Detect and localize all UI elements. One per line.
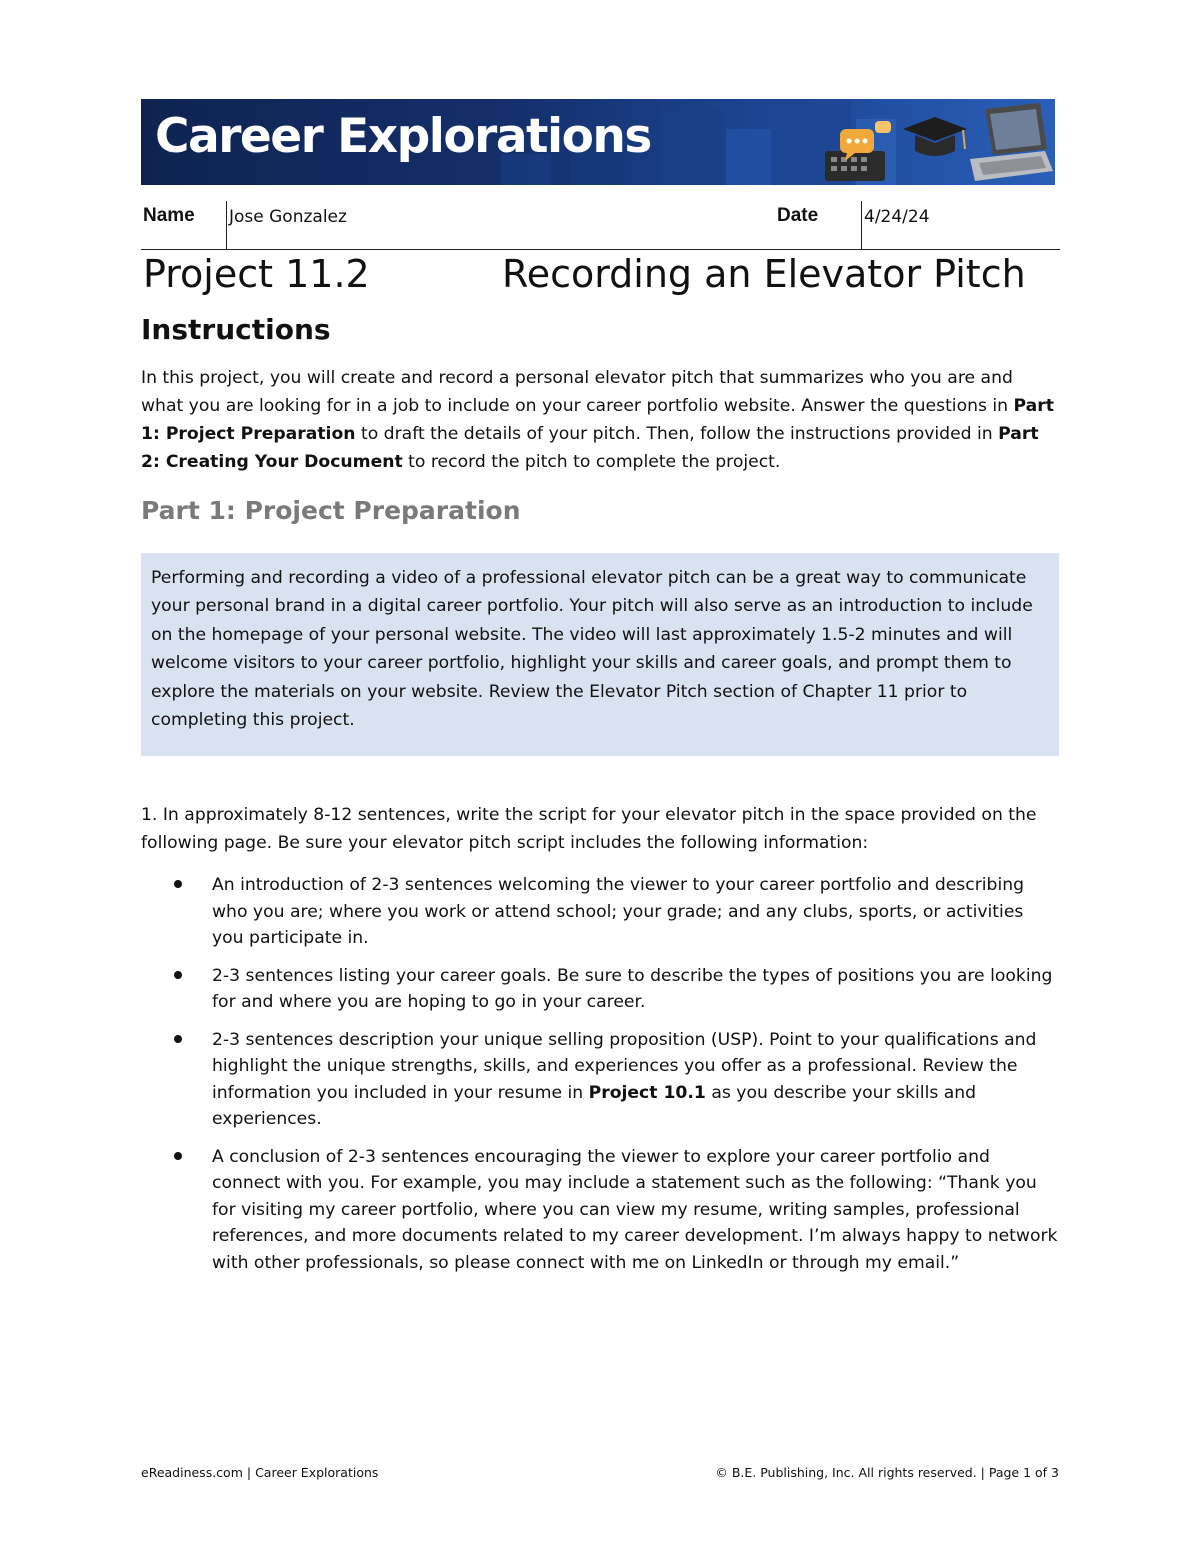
project-heading — [141, 252, 1060, 298]
list-item-text: 2-3 sentences listing your career goals. Be sure to describe the types of positions you are looking for and where you are hoping to go in your career. — [212, 965, 1053, 1012]
laptop-icon — [970, 103, 1053, 181]
footer-left — [141, 1465, 378, 1480]
banner-icons — [795, 99, 1055, 185]
project-title: Recording an Elevator Pitch — [502, 252, 1026, 296]
callout-box — [141, 553, 1059, 756]
name-label: Name — [143, 205, 195, 226]
banner-title: Career Explorations — [155, 109, 651, 164]
footer-site: eReadiness.com — [141, 1465, 243, 1480]
list-item — [170, 1027, 1060, 1133]
career-explorations-banner — [141, 99, 1055, 185]
list-item — [170, 963, 1060, 1016]
footer-book: Career Explorations — [255, 1465, 379, 1480]
date-field[interactable]: 4/24/24 — [864, 207, 930, 227]
bullet-icon — [174, 971, 182, 979]
project-number: Project 11.2 — [143, 252, 370, 296]
name-field[interactable]: Jose Gonzalez — [229, 207, 347, 227]
footer-copyright: © B.E. Publishing, Inc. All rights reserved. | Page 1 of 3 — [715, 1465, 1059, 1480]
instructions-text-c: to record the pitch to complete the project. — [402, 452, 781, 472]
part1-reference: Part 1: Project Preparation — [141, 396, 1054, 444]
project-10-1-reference: Project 10.1 — [588, 1082, 706, 1103]
instructions-heading: Instructions — [141, 313, 331, 346]
instructions-text-b: to draft the details of your pitch. Then, follow the instructions provided in — [355, 424, 999, 444]
list-item-text: A conclusion of 2-3 sentences encouraging the viewer to explore your career portfolio and connect with you. For example, you may include a statement such as the following: “Thank you for visiting my career portfolio, where you can view my resume, writing samples, professional references, and more documents related to my career development. I’m always happy to network with other professionals, so please connect with me on LinkedIn or through my email.” — [212, 1146, 1058, 1273]
list-item-text: An introduction of 2-3 sentences welcoming the viewer to your career portfolio and describing who you are; where you work or attend school; your grade; and any clubs, sports, or activities you participate in. — [212, 875, 1025, 948]
usp-text-b: as you describe your skills and experiences. — [212, 1082, 977, 1129]
list-item — [170, 1144, 1060, 1277]
calculator-icon — [825, 151, 885, 181]
part2-reference: Part 2: Creating Your Document — [141, 424, 1039, 472]
list-item — [170, 872, 1060, 952]
graduation-cap-icon — [903, 117, 967, 156]
date-label: Date — [777, 205, 819, 226]
question-1: 1. In approximately 8-12 sentences, write the script for your elevator pitch in the space provided on the following page. Be sure your elevator pitch script includes the following information: — [141, 805, 1037, 853]
instructions-paragraph — [141, 364, 1056, 476]
name-date-row — [141, 197, 1060, 250]
bullet-icon — [174, 1152, 182, 1160]
requirements-list — [170, 872, 1060, 1276]
part1-heading: Part 1: Project Preparation — [141, 496, 521, 525]
instructions-text-a: In this project, you will create and record a personal elevator pitch that summarizes who you are and what you are looking for in a job to include on your career portfolio website. Answer the questions in — [141, 368, 1014, 416]
callout-text: Performing and recording a video of a professional elevator pitch can be a great way to communicate your personal brand in a digital career portfolio. Your pitch will also serve as an introduction to include on the homepage of your personal website. The video will last approximately 1.5-2 minutes and will welcome visitors to your career portfolio, highlight your skills and career goals, and prompt them to explore the materials on your website. Review the Elevator Pitch section of Chapter 11 prior to completing this project. — [151, 568, 1033, 731]
usp-text-a: 2-3 sentences description your unique selling proposition (USP). Point to your qualifications and highlight the unique strengths, skills, and experiences you offer as a professional. Review the information you included in your resume in — [212, 1029, 1037, 1103]
footer-divider: | — [242, 1465, 256, 1480]
bullet-icon — [174, 1035, 182, 1043]
bullet-icon — [174, 880, 182, 888]
